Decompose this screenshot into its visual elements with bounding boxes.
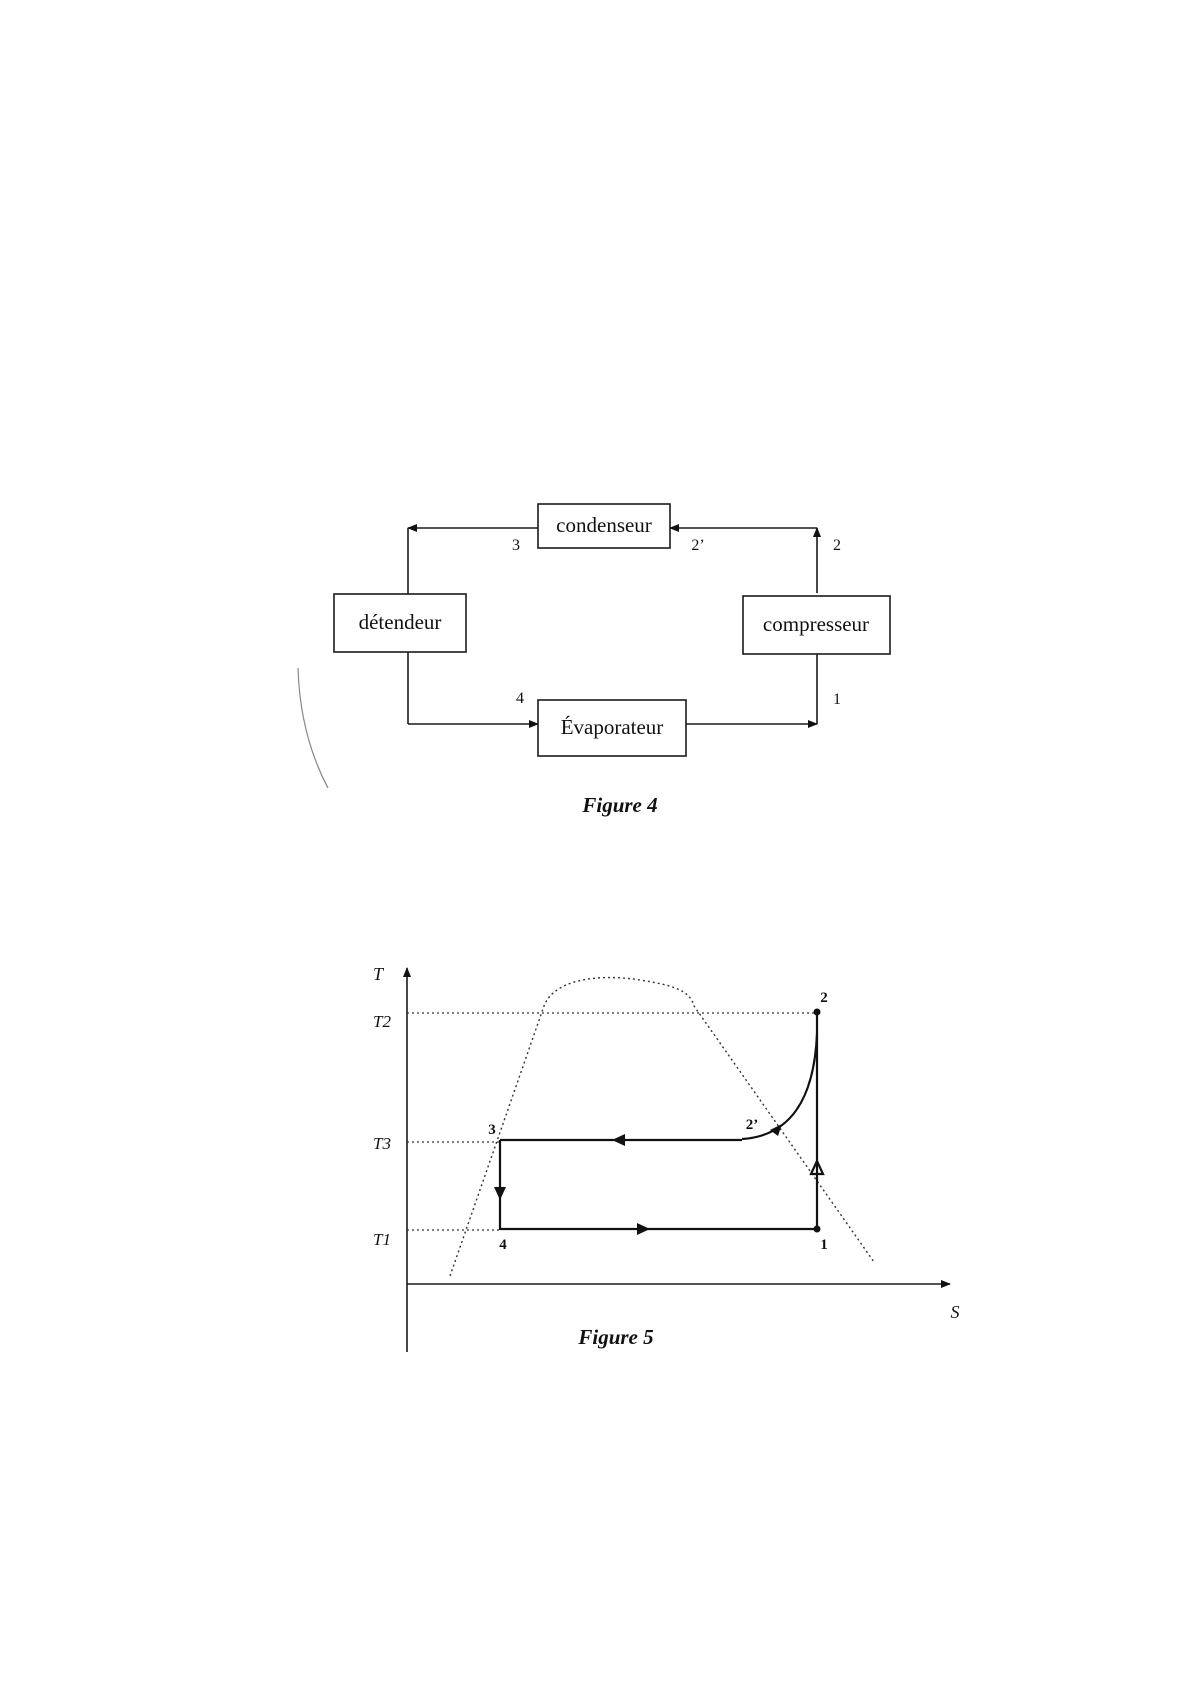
evaporator-label: Évaporateur (560, 714, 664, 739)
pencil-mark (298, 668, 328, 788)
tick-label-t1: T1 (373, 1230, 391, 1249)
state-3-label: 3 (512, 537, 520, 554)
cycle-arrow-down (494, 1187, 506, 1200)
state-1-dot (814, 1226, 821, 1233)
refrigeration-cycle (494, 1009, 823, 1236)
point-4-label: 4 (499, 1237, 507, 1253)
cycle-arrow-left (612, 1134, 625, 1146)
evaporator-block (538, 700, 686, 756)
figure-5-caption: Figure 5 (578, 1325, 654, 1349)
cycle-arrow-curve (770, 1124, 782, 1136)
compressor-block (743, 596, 890, 654)
y-axis-label: T (372, 964, 384, 984)
condenser-label: condenseur (556, 512, 652, 537)
point-2-label: 2 (820, 990, 828, 1006)
x-axis-label: S (950, 1302, 960, 1322)
state-4-label: 4 (516, 690, 524, 707)
tick-label-t3: T3 (373, 1134, 391, 1153)
compressor-label: compresseur (762, 611, 870, 636)
point-1-label: 1 (820, 1237, 828, 1253)
figure-4-caption: Figure 4 (582, 793, 658, 817)
cycle-arrow-right (637, 1223, 650, 1235)
state-2-label: 2 (833, 537, 841, 554)
state-2-dot (814, 1009, 821, 1016)
tick-label-t2: T2 (373, 1012, 391, 1031)
point-2prime-label: 2’ (745, 1117, 759, 1133)
state-1-label: 1 (833, 691, 841, 708)
state-2prime-label: 2’ (691, 537, 705, 554)
expander-label: détendeur (358, 609, 442, 634)
expander-block (334, 594, 466, 652)
point-3-label: 3 (488, 1122, 496, 1138)
figure-4-block-diagram (334, 504, 890, 817)
saturation-dome (450, 978, 874, 1276)
figure-5-ts-diagram (373, 964, 960, 1352)
condenser-block (538, 504, 670, 548)
